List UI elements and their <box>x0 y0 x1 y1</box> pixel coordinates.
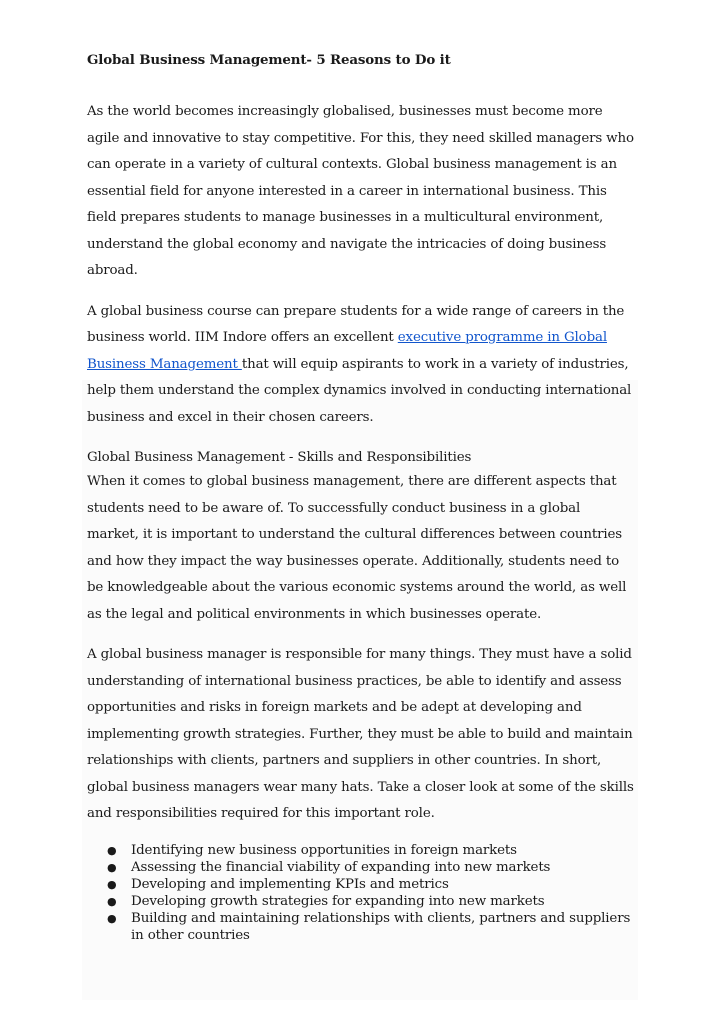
course-paragraph-before-link: A global business course can prepare students for a wide range of careers in the business world. IIM Indore offers an excellent <box>87 303 625 345</box>
responsibilities-paragraph: A global business manager is responsible for many things. They must have a solid understanding of international business practices, be able to identify and assess opportunities and risks in foreign markets and be adept at developing and implementing growth strategies. Further, they must be able to build and maintain relationships with clients, partners and suppliers in other countries. In short, global business managers wear many hats. Take a closer look at some of the skills and responsibilities required for this important role. <box>87 647 634 821</box>
bullet-icon: ● <box>107 843 117 857</box>
skills-paragraph: When it comes to global business management, there are different aspects that students need to be aware of. To successfully conduct business in a global market, it is important to understand the cultural differences between countries and how they impact the way businesses operate. Additionally, students need to be knowledgeable about the various economic systems around the world, as well as the legal and political environments in which businesses operate. <box>87 474 627 622</box>
list-item <box>87 859 635 876</box>
bullet-icon: ● <box>107 911 117 925</box>
course-paragraph-after-link: that will equip aspirants to work in a variety of industries, help them understand the complex dynamics involved in conducting international business and excel in their chosen careers. <box>87 356 632 425</box>
bullet-icon: ● <box>107 877 117 891</box>
list-item-text: Building and maintaining relationships with clients, partners and suppliers in other countries <box>131 910 631 943</box>
bullet-icon: ● <box>107 860 117 874</box>
skills-subheading: Global Business Management - Skills and Responsibilities <box>87 450 472 465</box>
list-item-text: Identifying new business opportunities in foreign markets <box>131 842 517 858</box>
bullet-icon: ● <box>107 894 117 908</box>
list-item <box>87 893 635 910</box>
document-title: Global Business Management- 5 Reasons to Do it <box>87 52 451 68</box>
intro-paragraph: As the world becomes increasingly globalised, businesses must become more agile and innovative to stay competitive. For this, they need skilled managers who can operate in a variety of cultural contexts. Global business management is an essential field for anyone interested in a career in international business. This field prepares students to manage businesses in a multicultural environment, understand the global economy and navigate the intricacies of doing business abroad. <box>87 104 634 278</box>
responsibilities-list <box>87 842 635 944</box>
list-item-text: Assessing the financial viability of expanding into new markets <box>131 859 551 875</box>
document-body <box>87 48 635 944</box>
list-item-text: Developing and implementing KPIs and metrics <box>131 876 449 892</box>
list-item <box>87 876 635 893</box>
list-item <box>87 842 635 859</box>
programme-link[interactable]: executive programme in Global Business Management <box>87 330 607 372</box>
list-item-text: Developing growth strategies for expanding into new markets <box>131 893 545 909</box>
course-paragraph <box>87 299 635 432</box>
list-item <box>87 910 635 944</box>
